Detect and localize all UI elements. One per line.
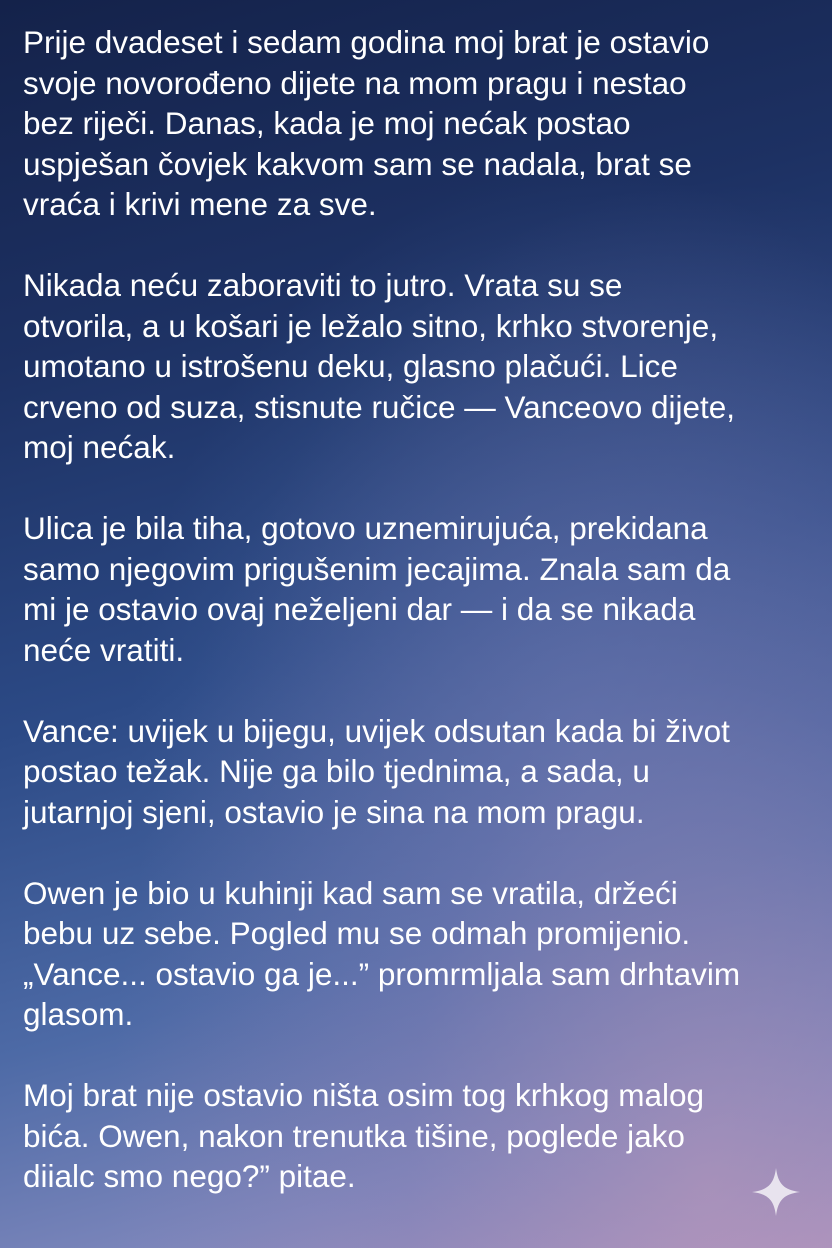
text-line: bebu uz sebe. Pogled mu se odmah promijenio.	[23, 915, 691, 951]
text-line: Ulica je bila tiha, gotovo uznemirujuća, prekidana	[23, 510, 708, 546]
text-line: diialc smo nego?” pitae.	[23, 1158, 356, 1194]
text-line: glasom.	[23, 996, 134, 1032]
paragraph-2	[23, 265, 813, 468]
story-text	[23, 22, 813, 1237]
text-line: „Vance... ostavio ga je...” promrmljala sam drhtavim	[23, 955, 741, 992]
text-line: Nikada neću zaboraviti to jutro. Vrata su se	[23, 267, 623, 303]
text-line: crveno od suza, stisnute ručice — Vanceovo dijete,	[23, 388, 736, 425]
text-line: Owen je bio u kuhinji kad sam se vratila, držeći	[23, 874, 678, 911]
paragraph-1	[23, 22, 813, 225]
text-line: bića. Owen, nakon trenutka tišine, poglede jako	[23, 1117, 685, 1154]
text-line: Vance: uvijek u bijegu, uvijek odsutan kada bi život	[23, 712, 730, 749]
text-line: uspješan čovjek kakvom sam se nadala, brat se	[23, 145, 692, 182]
text-line: umotano u istrošenu deku, glasno plačući. Lice	[23, 348, 678, 384]
text-line: svoje novorođeno dijete na mom pragu i nestao	[23, 64, 687, 101]
paragraph-4	[23, 711, 813, 833]
text-line: mi je ostavio ovaj neželjeni dar — i da se nikada	[23, 591, 696, 627]
paragraph-3	[23, 508, 813, 670]
text-line: Moj brat nije ostavio ništa osim tog krhkog malog	[23, 1077, 705, 1113]
paragraph-6	[23, 1075, 813, 1197]
text-line: samo njegovim prigušenim jecajima. Znala sam da	[23, 550, 731, 587]
text-line: neće vratiti.	[23, 631, 185, 668]
text-line: otvorila, a u košari je ležalo sitno, krhko stvorenje,	[23, 307, 719, 344]
sparkle-icon	[750, 1166, 802, 1218]
text-line: moj nećak.	[23, 429, 176, 465]
text-line: Prije dvadeset i sedam godina moj brat je ostavio	[23, 24, 710, 60]
text-line: jutarnjoj sjeni, ostavio je sina na mom pragu.	[23, 793, 645, 830]
text-line: vraća i krivi mene za sve.	[23, 186, 377, 222]
text-line: bez riječi. Danas, kada je moj nećak postao	[23, 105, 631, 141]
paragraph-5	[23, 873, 813, 1035]
text-line: postao težak. Nije ga bilo tjednima, a sada, u	[23, 753, 650, 789]
